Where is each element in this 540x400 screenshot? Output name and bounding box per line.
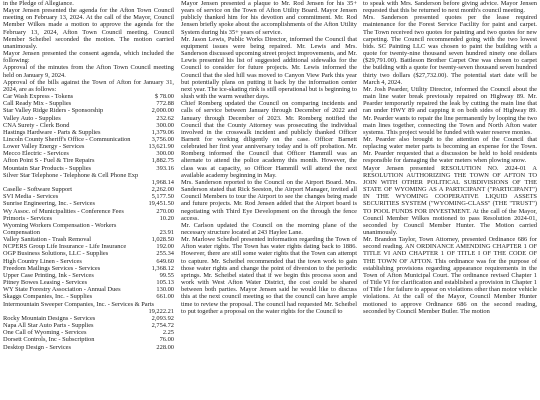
bill-payee: Rocky Mountain Designs - Services: [3, 314, 96, 322]
bill-payee: Pitney Bowes Leasing - Services: [3, 279, 88, 287]
bill-payee: Car Wash Express - Tokens: [3, 93, 74, 101]
bill-row: [3, 129, 174, 136]
bill-row: [3, 193, 174, 200]
paragraph: Mr. Brandon Taylor, Town Attorney, presented Ordinance 686 for second reading. AN ORDINANCE AMENDING CHAPTER 1 OF TITLE VI AND CHAPTER 1 OF TITLE I OF THE CODE OF THE TOWN OF AFTON. This ordinance was for the purpose of establishing provisions regarding appearance requirements in the Town of Afton Municipal Court. The ordinance revised Chapter 1 of Title VI for clarification and established a provision in Chapter 1 of Title I for failure to appear on violations other than motor vehicle violations. At the call of the Mayor, Council Member Hunter motioned to approve Ordinance 686 on the second reading, seconded by Council Member Butler. The motion: [363, 236, 537, 315]
bill-row: [3, 136, 174, 143]
bill-amount: 5,177.50: [151, 193, 174, 201]
bill-payee: OGP Business Solutions, LLC - Supplies: [3, 250, 109, 258]
paragraph: to speak with Mrs. Sanderson before giving advice. Mayor Jensen requested that this be returned to next month's council meeting.: [363, 0, 537, 15]
paragraph: in the Pledge of Allegiance.: [3, 0, 74, 7]
bill-amount: 13,621.90: [148, 143, 174, 151]
paragraph: Chief Romberg updated the Council on comparing incidents and calls of service between January through December of 2022 and January through December of 2023. Mr. Romberg notified the Council that the County Attorney was prosecuting the individual involved in the crosswalk incident and publicly thanked Officer Barnett for working diligently on the case. Officer Barnett celebrated her first year anniversary today and is off probation. Mr. Romberg informed the Council that Officer Hammill was an alternate to attend the police academy this month. However, the class was at capacity, so Officer Hammill will attend the next available academy beginning in May.: [181, 100, 357, 179]
bill-row: [3, 322, 174, 329]
bill-payee: Primoris - Services: [3, 214, 52, 222]
bill-row: [3, 236, 174, 243]
bill-payee: Napa All Star Auto Parts - Supplies: [3, 322, 94, 330]
bill-payee: Intermountain Sweeper Companies, Inc. - Services & Parts: [3, 300, 155, 308]
bill-row: [3, 143, 174, 150]
bill-payee: Mountain Star Products - Supplies: [3, 164, 92, 172]
bill-payee: WY State Forestry Association - Annual Dues: [3, 286, 121, 294]
bill-row: [3, 165, 174, 172]
bill-row: [3, 200, 174, 207]
bill-amount: 3,756.00: [151, 135, 174, 143]
bill-amount: 772.88: [156, 100, 174, 108]
bill-row: [3, 172, 174, 179]
bill-amount: 1,968.14: [151, 178, 174, 186]
bill-amount: 661.00: [156, 293, 174, 301]
bill-payee: Afton Point S - Fuel & Tire Repairs: [3, 157, 95, 165]
bill-amount: 2.25: [162, 329, 174, 337]
bill-amount: 2,754.72: [151, 322, 174, 330]
bills-list: [3, 93, 174, 351]
bill-row: [3, 279, 174, 286]
bill-amount: 19,222.21: [148, 307, 174, 315]
bill-amount: 232.62: [156, 114, 174, 122]
bill-row: [3, 301, 174, 308]
bill-amount: 300.00: [156, 150, 174, 158]
bill-row: [3, 336, 174, 343]
bill-row: [3, 107, 174, 114]
bill-amount: 130.00: [156, 286, 174, 294]
bill-amount: 105.13: [156, 279, 174, 287]
bill-payee: CNA Surety - Clerk Bond: [3, 121, 70, 129]
column-1: [3, 0, 174, 400]
bill-amount: 2,000.00: [151, 107, 174, 115]
bill-payee: Wy Assoc. of Municipalities - Conference Fees: [3, 207, 124, 215]
bill-payee: Hastings Hardware - Parts & Supplies: [3, 128, 101, 136]
bill-row: [3, 243, 174, 250]
bill-row: [3, 308, 174, 315]
bill-row: [3, 258, 174, 265]
bill-row: [3, 315, 174, 322]
bill-amount: 1,882.75: [151, 157, 174, 165]
paragraph: Mr. Josh Pearder, Utility Director, informed the Council about the main line water break previously repaired on Highway 89. Mr. Pearder temporarily repaired the leak by cutting the main line that ran under HWY 89 and capping it on both sides of Highway 89. Mr. Pearder wants to repair the line permanently by looping the two main lines together, connecting the Town and North Afton water systems. This project would be funded with water reserve monies.: [363, 85, 537, 136]
paragraph: Mr. Marlowe Scheibel presented information regarding the Town of Afton water rights. The Town has water rights dating back to 1886. However, there are still some water rights that the Town can attempt to capture. Mr. Scheibel recommended that the town work to gain those water rights and change the point of diversion to the periodic springs. Mr. Scheibel stated that if we begin this process soon and work with West Afton Water District, the cost could be shared between both parties. Mayor Jensen said he would like to discuss this at the next council meeting so that the council can have ample time to review the proposal. The council had requested Mr. Scheibel to put together a proposal on the water rights for the Council to: [181, 236, 357, 315]
bill-amount: 1,379.06: [151, 128, 174, 136]
bill-row: [3, 286, 174, 293]
bill-payee: One Call of Wyoming - Services: [3, 329, 87, 337]
bill-amount: 270.00: [156, 207, 174, 215]
bill-payee: Valley Auto - Supplies: [3, 114, 61, 122]
bill-row: [3, 215, 174, 222]
bill-amount: 99.55: [159, 271, 174, 279]
bill-row: [3, 250, 174, 257]
bill-amount: 10.20: [159, 214, 174, 222]
bill-amount: 1,368.12: [151, 264, 174, 272]
bill-payee: Dorsett Controls, Inc - Subscription: [3, 336, 95, 344]
bill-payee: Freedom Mailings Services - Services: [3, 264, 101, 272]
bill-payee: SVI Media - Services: [3, 193, 59, 201]
bill-payee: Upper Case Printing, Ink - Services: [3, 271, 94, 279]
bill-row: [3, 122, 174, 129]
paragraph: Mr. Carlson updated the Council on the morning plane of the necessary structure located at 243 Haylee Lane.: [181, 221, 357, 236]
bill-row: [3, 100, 174, 107]
bill-payee: Lincoln County Sheriff's Office - Communication: [3, 135, 131, 143]
column-2: [181, 0, 357, 400]
paragraph: Mrs. Sanderson presented quotes per the lease required maintenance for the Forest Service Facility for paint and carpet. The Town received two quotes for painting and two quotes for new carpeting. The Council recommended going with the two lowest bids. SC Painting LLC was chosen to paint the building with a quote for twenty-nine thousand seven hundred ninety one dollars ($29,791.00). Battleson Brother Carpet One was chosen to carpet the building with a quote for twenty-seven thousand seven hundred thirty two dollars ($27,732.00). The potential start date will be March 4, 2024.: [363, 14, 537, 86]
bill-payee: Silver Star Telephone - Telephone & Cell Phone Exp: [3, 171, 139, 179]
bill-payee: High Country Linen - Services: [3, 257, 82, 265]
bill-payee: Lower Valley Energy - Services: [3, 143, 85, 151]
bill-row: [3, 150, 174, 157]
bill-payee: Star Valley Ridge Riders - Sponsorship: [3, 107, 104, 115]
bill-row: [3, 115, 174, 122]
paragraph: Mr. Pearder also brought to the attention of the Council that replacing water meter parts is becoming an expense for the Town. Mr. Pearder requested that a discussion be held to hold residents responsible for damaging the water meters when plowing snow.: [363, 135, 537, 165]
bill-row: [3, 329, 174, 336]
bill-payee: NCPERS Group Life Insurance - Life Insurance: [3, 243, 127, 251]
bill-row: [3, 344, 174, 351]
paragraph: Mrs. Sanderson reported to the Council on the Airport Board. Mrs. Sanderson stated that Rick Seeston, the Airport Manager, invited all Council Members to tour the Airport to see the changes being made and future projects. Mr. Rod Jensen added that the Airport board is negotiating with Third Eye Development on the through the fence access.: [181, 178, 357, 222]
bill-row: [3, 229, 174, 236]
bill-row: [3, 208, 174, 215]
bill-amount: 19,451.50: [148, 200, 174, 208]
bill-row: [3, 265, 174, 272]
paragraph: Approval of the bills against the Town of Afton for January 31, 2024, are as follows:: [3, 78, 174, 93]
bill-payee: Skaggs Companies, Inc. - Supplies: [3, 293, 93, 301]
bill-amount: 2,093.92: [151, 314, 174, 322]
bill-amount: 1,028.50: [151, 236, 174, 244]
bill-amount: 228.00: [156, 343, 174, 351]
paragraph: Mayor Jensen presented RESOLUTION NO. 2024-01 A RESOLUTION AUTHORIZING THE TOWN OF AFTON TO JOIN WITH OTHER POLITICAL SUBDIVISIONS OF THE STATE OF WYOMING AS A PARTICIPANT ("PARTICIPANT") IN THE WYOMING COOPERATIVE LIQUID ASSETS SECURITIES SYSTEM ("WYOMING-CLASS" (THE "TRUST") TO POOL FUNDS FOR INVESTMENT. At the call of the Mayor, Council Member Wilkes motioned to pass Resolution 2024-01, seconded by Council Member Hunter. The Motion carried unanimously.: [363, 164, 537, 236]
bill-amount: 23.91: [159, 229, 174, 236]
bill-amount: 76.00: [159, 336, 174, 344]
bill-row: [3, 157, 174, 164]
bill-amount: 2,262.00: [151, 186, 174, 194]
bill-row: [3, 186, 174, 193]
bill-amount: 255.34: [156, 250, 174, 258]
bill-row: [3, 93, 174, 100]
bill-amount: $ 78.00: [154, 93, 174, 101]
bill-amount: 649.60: [156, 257, 174, 265]
bill-payee: Sunrise Engineering, Inc. - Services: [3, 200, 95, 208]
bill-row: [3, 272, 174, 279]
paragraph: Mayor Jensen presented the agenda for the Afton Town Council meeting on February 13, 2024. At the call of the Mayor, Council Member Wilkes made a motion to approve the agenda for the February 13, 2024, Afton Town Council meeting. Council Member Scheibel seconded the motion. The motion carried unanimously.: [3, 7, 174, 50]
bill-row: [3, 222, 174, 229]
paragraph: Mayor Jensen presented the consent agenda, which included the following:: [3, 50, 174, 65]
paragraph: Approval of the minutes from the Afton Town Council meeting held on January 9, 2024.: [3, 64, 174, 79]
paragraph: Mayor Jensen presented a plaque to Mr. Rod Jensen for his 35+ years of service on the Town of Afton Utility Board. Mayor Jensen publicly thanked him for his devotion and commitment. Mr. Rod Jensen briefly spoke about the accomplishments of the Afton Utility System during his 35+ years of service.: [181, 0, 357, 36]
bill-amount: 192.00: [156, 243, 174, 251]
bill-row: [3, 179, 174, 186]
column-3: [363, 0, 537, 400]
bill-payee: Mecco Electric - Services: [3, 150, 69, 158]
bill-payee: Wyoming Workers Compensation - Workers: [3, 221, 117, 229]
paragraph: Mr. Jason Lewis, Public Works Director, informed the Council that equipment issues were being repaired. Mr. Lewis and Mrs. Sanderson discussed upcoming street project improvements, and Mr. Lewis presented his list of suggested additional sidewalks for the Council to consider for future projects. Mr. Lewis informed the Council that the sled hill was moved to Canyon View Park this year but potentially plans on putting it back by the information center next year. The ice-skating rink is still operational but is beginning to slush with the warm weather days.: [181, 35, 357, 101]
bill-row: [3, 293, 174, 300]
bill-payee: Desktop Design - Services: [3, 343, 71, 351]
bill-amount: 393.16: [156, 164, 174, 172]
bill-amount: 300.00: [156, 121, 174, 129]
bill-payee: Caselle - Software Support: [3, 186, 73, 194]
bill-payee: Valley Sanitation - Trash Removal: [3, 236, 92, 244]
bill-payee: Call Ready Mix - Supplies: [3, 100, 72, 108]
bill-payee: Compensation: [3, 229, 40, 236]
